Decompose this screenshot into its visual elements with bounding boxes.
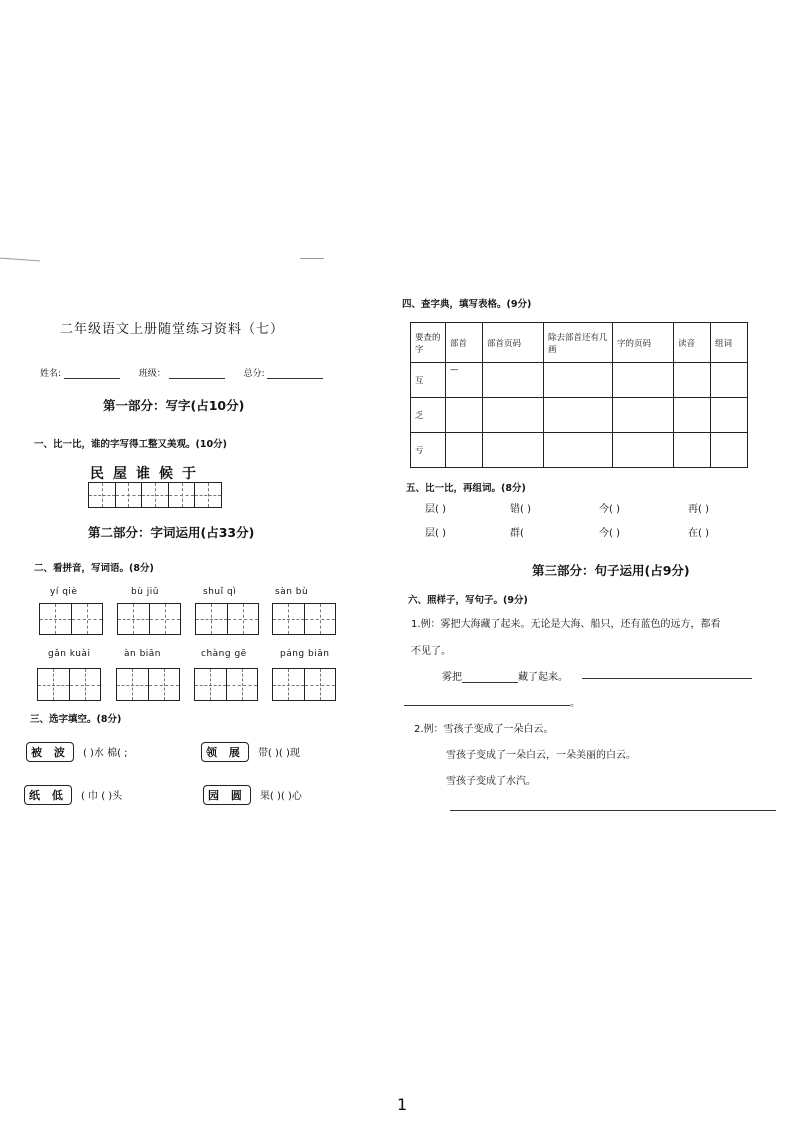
compare-word: 层( ): [425, 528, 446, 539]
exercise-2-prompt: 雪孩子变成了水汽。: [446, 776, 536, 787]
table-row: [411, 363, 748, 398]
example-2-line-1: 2.例：雪孩子变成了一朵白云。: [414, 724, 554, 735]
page-number: 1: [397, 1095, 408, 1114]
answer-cell[interactable]: [544, 433, 613, 468]
question-4: 四、查字典，填写表格。(9分): [402, 299, 532, 310]
answer-cell[interactable]: [711, 433, 748, 468]
lookup-char: 亏: [411, 433, 446, 468]
exercise-1-prefix: 雾把: [442, 672, 462, 683]
dictionary-table: [410, 322, 748, 468]
part2-heading: 第二部分：字词运用(占33分): [88, 525, 255, 540]
question-5: 五、比一比，再组词。(8分): [406, 483, 526, 494]
compare-word: 错( ): [510, 504, 531, 515]
pinyin-5: gǎn kuài: [48, 649, 91, 659]
compare-word: 今( ): [599, 504, 620, 515]
example-2-line-2: 雪孩子变成了一朵白云，一朵美丽的白云。: [446, 750, 636, 761]
part1-heading: 第一部分：写字(占10分): [103, 398, 245, 413]
header-cell: 字的页码: [613, 323, 674, 363]
name-label: 姓名:: [40, 369, 62, 379]
fill-item-2: [201, 741, 300, 762]
writing-grid[interactable]: [88, 482, 222, 508]
char-pair-4: 园 圆: [203, 785, 251, 805]
word-grid-6[interactable]: [116, 668, 180, 701]
pinyin-8: páng biān: [280, 649, 330, 659]
name-field[interactable]: [64, 378, 120, 379]
compare-word: 再( ): [688, 504, 709, 515]
fill-text-1: ( )水 棉( ;: [82, 748, 128, 759]
compare-word: 群(: [510, 528, 524, 539]
answer-line-3[interactable]: [450, 802, 776, 811]
answer-cell[interactable]: [711, 398, 748, 433]
header-cell: 部首: [446, 323, 483, 363]
header-cell: 除去部首还有几画: [544, 323, 613, 363]
answer-cell[interactable]: [613, 363, 674, 398]
page-title: 二年级语文上册随堂练习资料（七）: [60, 322, 285, 337]
pinyin-2: bù jiǔ: [131, 587, 159, 597]
lookup-char: 乏: [411, 398, 446, 433]
compare-word: 层( ): [425, 504, 446, 515]
header-cell: 组词: [711, 323, 748, 363]
answer-cell[interactable]: [674, 398, 711, 433]
lookup-char: 互: [411, 363, 446, 398]
fill-text-2: 带( )( )现: [257, 748, 300, 759]
answer-line-1[interactable]: [582, 668, 752, 679]
answer-cell[interactable]: [544, 398, 613, 433]
word-grid-1[interactable]: [39, 603, 103, 635]
fill-text-3: ( 巾 ( )头: [80, 791, 123, 802]
score-label: 总分:: [243, 369, 265, 379]
part3-heading: 第三部分：句子运用(占9分): [532, 563, 690, 578]
score-field[interactable]: [267, 378, 323, 379]
pinyin-6: àn biān: [124, 649, 162, 659]
fill-text-4: 果( )( )心: [259, 791, 302, 802]
table-mark[interactable]: —: [446, 363, 483, 398]
char-pair-3: 纸 低: [24, 785, 72, 805]
word-grid-2[interactable]: [117, 603, 181, 635]
answer-cell[interactable]: [446, 398, 483, 433]
header-cell: 部首页码: [482, 323, 543, 363]
exercise-1-end: 。: [570, 698, 580, 709]
pinyin-7: chàng gē: [201, 649, 247, 659]
pinyin-1: yí qiè: [50, 587, 78, 597]
answer-cell[interactable]: [482, 398, 543, 433]
word-grid-8[interactable]: [272, 668, 336, 701]
compare-chars: 民屋谁候于: [90, 466, 205, 482]
table-row: [411, 398, 748, 433]
word-grid-7[interactable]: [194, 668, 258, 701]
answer-cell[interactable]: [613, 398, 674, 433]
fill-item-1: [26, 741, 128, 762]
char-pair-2: 领 展: [201, 742, 249, 762]
exercise-1: [442, 668, 568, 683]
answer-cell[interactable]: [446, 433, 483, 468]
char-pair-1: 被 波: [26, 742, 74, 762]
fill-item-4: [203, 784, 302, 805]
exercise-1-blank[interactable]: [462, 682, 518, 683]
answer-cell[interactable]: [674, 363, 711, 398]
header-cell: 要查的字: [411, 323, 446, 363]
answer-cell[interactable]: [711, 363, 748, 398]
answer-line-2[interactable]: [404, 695, 570, 706]
header-cell: 读音: [674, 323, 711, 363]
table-row: [411, 433, 748, 468]
compare-word: 今( ): [599, 528, 620, 539]
question-1: 一、比一比，谁的字写得工整又美观。(10分): [34, 439, 227, 450]
student-info: [40, 366, 323, 379]
question-2: 二、看拼音，写词语。(8分): [34, 563, 154, 574]
question-3: 三、选字填空。(8分): [30, 714, 122, 725]
word-grid-5[interactable]: [37, 668, 101, 701]
exercise-1-suffix: 藏了起来。: [518, 672, 568, 683]
word-grid-3[interactable]: [195, 603, 259, 635]
example-1-line-2: 不见了。: [411, 646, 451, 657]
answer-cell[interactable]: [613, 433, 674, 468]
fill-item-3: [24, 784, 122, 805]
pinyin-3: shuǐ qì: [203, 587, 237, 597]
word-grid-4[interactable]: [272, 603, 336, 635]
pinyin-4: sàn bù: [275, 587, 309, 597]
example-1-line-1: 1.例：雾把大海藏了起来。无论是大海、船只，还有蓝色的远方，都看: [411, 619, 721, 630]
question-6: 六、照样子，写句子。(9分): [408, 595, 528, 606]
class-label: 班级：: [138, 369, 166, 379]
class-field[interactable]: [169, 378, 225, 379]
table-header-row: [411, 323, 748, 363]
answer-cell[interactable]: [544, 363, 613, 398]
answer-cell[interactable]: [482, 433, 543, 468]
answer-cell[interactable]: [674, 433, 711, 468]
compare-word: 在( ): [688, 528, 709, 539]
answer-cell[interactable]: [482, 363, 543, 398]
